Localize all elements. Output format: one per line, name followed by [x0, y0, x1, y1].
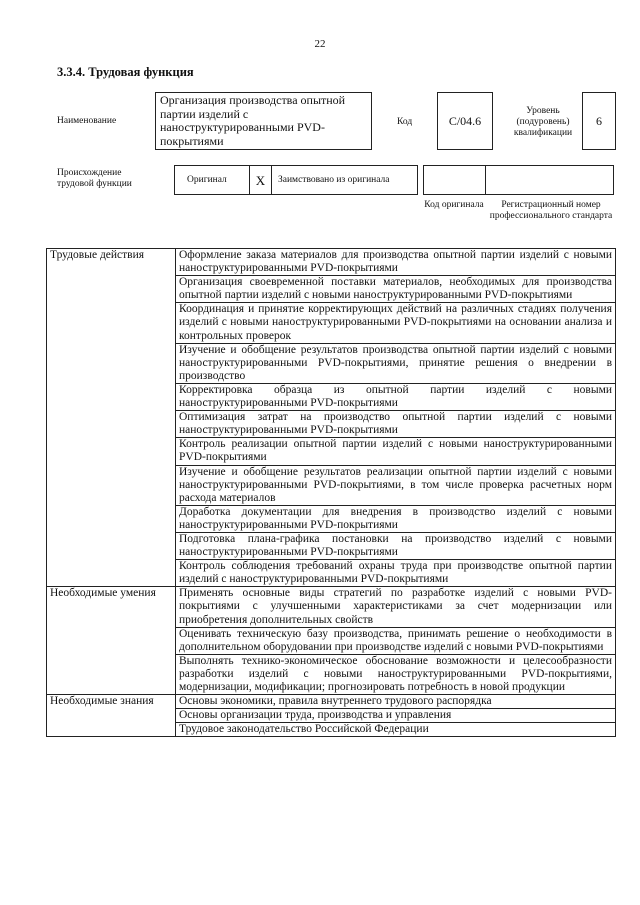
original-code-caption: Код оригинала: [424, 200, 484, 210]
table-cell: Доработка документации для внедрения в производство изделий с новыми наноструктурированными PVD-покрытиями: [176, 505, 616, 532]
table-cell: Контроль реализации опытной партии изделий с новыми наноструктурированными PVD-покрытиями: [176, 438, 616, 465]
page-number: 22: [314, 38, 326, 50]
table-cell: Основы организации труда, производства и управления: [176, 709, 616, 723]
table-cell: Выполнять технико-экономическое обоснование возможности и целесообразности разработки изделий с новыми наноструктурированными PVD-покрытиями, модернизации, модификации; прогнозировать потребность в новой продукции: [176, 654, 616, 694]
table-cell: Координация и принятие корректирующих действий на различных стадиях получения изделий с новыми наноструктурированными PVD-покрытиями на основании анализа и контрольных проверок: [176, 303, 616, 343]
table-row: [47, 695, 616, 709]
original-mark: X: [249, 165, 271, 195]
table-cell: Оптимизация затрат на производство опытной партии изделий с новыми наноструктурированными PVD-покрытиями: [176, 411, 616, 438]
borrowed-label: Заимствовано из оригинала: [271, 165, 418, 195]
table-cell: Оформление заказа материалов для производства опытной партии изделий с новыми наноструктурированными PVD-покрытиями: [176, 249, 616, 276]
table-row: [47, 587, 616, 627]
table-cell: Организация своевременной поставки материалов, необходимых для производства опытной партии изделий с новыми наноструктурированными PVD-покрытиями: [176, 276, 616, 303]
code-value-box: C/04.6: [437, 92, 493, 150]
code-label: Код: [397, 117, 413, 127]
original-code-cell: [423, 165, 485, 195]
name-value-box: Организация производства опытной партии изделий с наноструктурированными PVD-покрытиями: [155, 92, 372, 150]
section-label: Трудовые действия: [47, 249, 176, 587]
registration-number-caption: Регистрационный номер профессионального стандарта: [489, 200, 613, 221]
origin-label: Происхождение трудовой функции: [57, 168, 132, 189]
registration-number-cell: [485, 165, 614, 195]
name-label: Наименование: [57, 116, 117, 126]
qualification-level-box: 6: [582, 92, 616, 150]
section-title: 3.3.4. Трудовая функция: [57, 65, 194, 79]
section-label: Необходимые умения: [47, 587, 176, 695]
labor-function-table: [46, 248, 616, 737]
table-cell: Подготовка плана-графика постановки на производство изделий с новыми наноструктурированными PVD-покрытиями: [176, 532, 616, 559]
table-row: [47, 249, 616, 276]
table-cell: Применять основные виды стратегий по разработке изделий с новыми PVD-покрытиями с улучшенными характеристиками за счет модернизации или приобретения дополнительных свойств: [176, 587, 616, 627]
table-cell: Корректировка образца из опытной партии изделий с новыми наноструктурированными PVD-покрытиями: [176, 383, 616, 410]
table-cell: Изучение и обобщение результатов производства опытной партии изделий с новыми наноструктурированными PVD-покрытиями, принятие решения о внедрении в производство: [176, 343, 616, 383]
original-label: Оригинал: [174, 165, 249, 195]
origin-strip: [174, 165, 614, 195]
table-cell: Трудовое законодательство Российской Федерации: [176, 723, 616, 737]
section-label: Необходимые знания: [47, 695, 176, 737]
table-cell: Оценивать техническую базу производства, принимать решение о необходимости в дополнительном оборудовании при производстве изделий с новыми PVD-покрытиями: [176, 627, 616, 654]
table-cell: Изучение и обобщение результатов реализации опытной партии изделий с новыми наноструктурированными PVD-покрытиями, в том числе проверка расчетных норм расхода материалов: [176, 465, 616, 505]
table-cell: Основы экономики, правила внутреннего трудового распорядка: [176, 695, 616, 709]
table-cell: Контроль соблюдения требований охраны труда при производстве опытной партии изделий с наноструктурированными PVD-покрытиями: [176, 560, 616, 587]
qualification-level-label: Уровень (подуровень) квалификации: [513, 106, 573, 138]
